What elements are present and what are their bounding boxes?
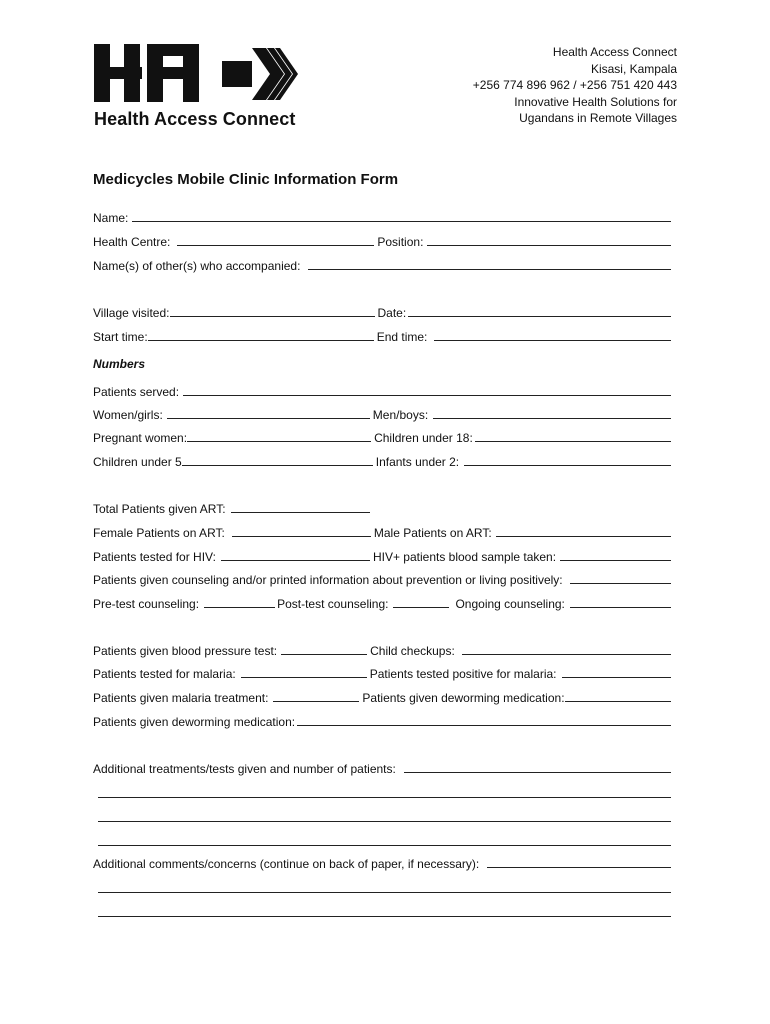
total-art-field[interactable] (231, 512, 370, 513)
additional-comments-label: Additional comments/concerns (continue on back of paper, if necessary): (93, 857, 480, 871)
women-girls-field[interactable] (167, 418, 370, 419)
tested-hiv-field[interactable] (221, 560, 370, 561)
children-5-field[interactable] (182, 465, 373, 466)
pregnant-field[interactable] (187, 441, 371, 442)
post-test-label: Post-test counseling: (277, 597, 389, 611)
children-5-label: Children under 5 (93, 455, 182, 469)
address-line: Kisasi, Kampala (590, 61, 677, 76)
infants-2-label: Infants under 2: (375, 455, 460, 469)
date-field[interactable] (408, 316, 671, 317)
logo-text: Health Access Connect (94, 109, 296, 129)
additional-treatments-label: Additional treatments/tests given and number of patients: (93, 762, 396, 776)
additional-comments-field[interactable] (487, 867, 671, 868)
children-18-field[interactable] (475, 441, 671, 442)
village-label: Village visited: (93, 306, 170, 320)
total-art-row (93, 498, 671, 516)
village-row (93, 302, 671, 320)
hiv-blood-label: HIV+ patients blood sample taken: (372, 550, 557, 564)
position-label: Position: (377, 235, 424, 249)
female-art-label: Female Patients on ART: (93, 526, 225, 540)
name-row (93, 207, 671, 225)
additional-comments-line[interactable] (98, 916, 671, 917)
child-checkups-field[interactable] (462, 654, 671, 655)
tested-hiv-label: Patients tested for HIV: (93, 550, 216, 564)
additional-treatments-line[interactable] (98, 821, 671, 822)
village-field[interactable] (170, 316, 375, 317)
counseling-field[interactable] (570, 583, 671, 584)
accompanied-label: Name(s) of other(s) who accompanied: (93, 259, 301, 273)
health-access-connect-logo (94, 44, 298, 130)
counseling-label: Patients given counseling and/or printed information about prevention or living positively: (93, 573, 563, 587)
ongoing-field[interactable] (570, 607, 671, 608)
date-label: Date: (377, 306, 407, 320)
additional-treatments-field[interactable] (404, 772, 671, 773)
address-line: +256 774 896 962 / +256 751 420 443 (472, 78, 677, 92)
pregnant-row (93, 427, 671, 445)
time-row (93, 326, 671, 344)
female-art-field[interactable] (232, 536, 371, 537)
additional-comments-row (93, 853, 671, 871)
deworming-field[interactable] (565, 701, 671, 702)
accompanied-field[interactable] (308, 269, 671, 270)
bp-row (93, 640, 671, 658)
malaria-tested-label: Patients tested for malaria: (93, 667, 236, 681)
deworming-row (93, 711, 671, 729)
total-art-label: Total Patients given ART: (93, 502, 226, 516)
deworming-label: Patients given deworming medication: (93, 715, 296, 729)
art-row (93, 522, 671, 540)
position-field[interactable] (427, 245, 671, 246)
malaria-tested-field[interactable] (241, 677, 367, 678)
men-boys-field[interactable] (433, 418, 671, 419)
additional-treatments-row (93, 758, 671, 776)
male-art-field[interactable] (496, 536, 671, 537)
organization-address (473, 44, 677, 127)
health-centre-field[interactable] (177, 245, 374, 246)
infants-2-field[interactable] (464, 465, 671, 466)
malaria-treatment-row (93, 687, 671, 705)
ongoing-label: Ongoing counseling: (455, 597, 565, 611)
name-field[interactable] (132, 221, 671, 222)
patients-served-label: Patients served: (93, 385, 180, 399)
post-test-field[interactable] (393, 607, 449, 608)
counseling-types-row (93, 593, 671, 611)
child-checkups-label: Child checkups: (370, 644, 455, 658)
end-time-label: End time: (376, 330, 428, 344)
malaria-positive-field[interactable] (562, 677, 672, 678)
counseling-row (93, 569, 671, 587)
hiv-blood-field[interactable] (560, 560, 671, 561)
patients-served-row (93, 381, 671, 399)
start-time-label: Start time: (93, 330, 148, 344)
pre-test-label: Pre-test counseling: (93, 597, 200, 611)
bp-test-field[interactable] (281, 654, 367, 655)
end-time-field[interactable] (434, 340, 671, 341)
children-18-label: Children under 18: (374, 431, 473, 445)
women-men-row (93, 404, 671, 422)
children-5-row (93, 451, 671, 469)
hiv-row (93, 546, 671, 564)
start-time-field[interactable] (148, 340, 374, 341)
health-centre-row (93, 231, 671, 249)
women-girls-label: Women/girls: (93, 408, 163, 422)
malaria-treatment-label: Patients given malaria treatment: (93, 691, 269, 705)
health-centre-label: Health Centre: (93, 235, 171, 249)
address-line: Innovative Health Solutions for (514, 94, 677, 109)
patients-served-field[interactable] (183, 395, 671, 396)
pregnant-label: Pregnant women: (93, 431, 188, 445)
accompanied-row (93, 255, 671, 273)
form-title: Medicycles Mobile Clinic Information Form (93, 171, 399, 188)
deworming-full-field[interactable] (297, 725, 671, 726)
numbers-heading: Numbers (93, 357, 146, 371)
bp-test-label: Patients given blood pressure test: (93, 644, 278, 658)
malaria-test-row (93, 663, 671, 681)
address-line: Health Access Connect (552, 45, 677, 59)
additional-treatments-line[interactable] (98, 797, 671, 798)
malaria-positive-label: Patients tested positive for malaria: (369, 667, 557, 681)
logo-graphic (94, 44, 298, 106)
additional-treatments-line[interactable] (98, 845, 671, 846)
additional-comments-line[interactable] (98, 892, 671, 893)
malaria-treatment-field[interactable] (273, 701, 359, 702)
pre-test-field[interactable] (204, 607, 275, 608)
men-boys-label: Men/boys: (372, 408, 429, 422)
deworming-label: Patients given deworming medication: (362, 691, 565, 705)
name-label: Name: (93, 211, 129, 225)
male-art-label: Male Patients on ART: (373, 526, 492, 540)
address-line: Ugandans in Remote Villages (519, 111, 677, 125)
